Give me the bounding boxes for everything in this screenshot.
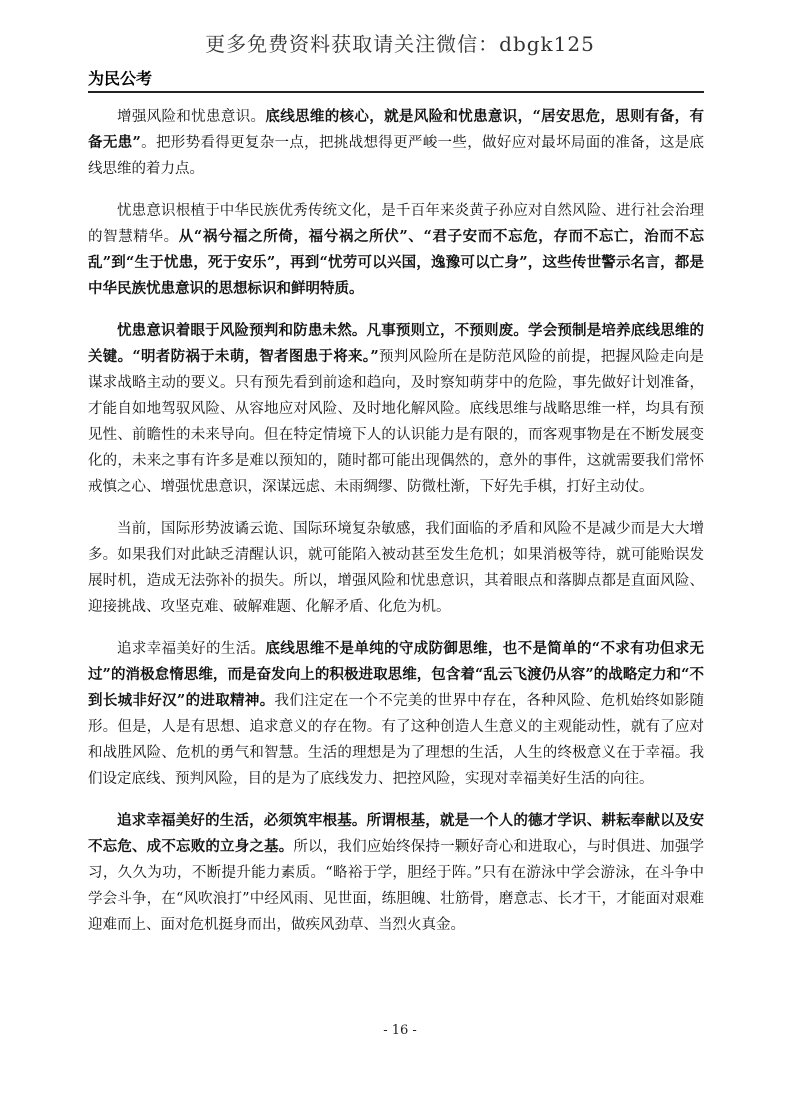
- paragraph-bold-text: 底线思维的核心，就是风险和忧患意识，“居安思危，思则有备，有备无患”: [88, 108, 704, 151]
- paragraph-text: 追求幸福美好的生活。: [117, 641, 266, 657]
- article-body: [88, 104, 704, 954]
- paragraph: [88, 516, 704, 620]
- paragraph-bold-text: 从“祸兮福之所倚，福兮祸之所伏”、“君子安而不忘危，存而不忘亡，治而不忘乱”到“生于忧患，死于安乐”，再到“忧劳可以兴国，逸豫可以亡身”，这些传世警示名言，都是中华民族忧患意识的思想标识和鲜明特质。: [88, 228, 704, 297]
- paragraph-bold-text: 忧患意识着眼于风险预判和防患未然。凡事预则立，不预则废。学会预制是培养底线思维的关键。“明者防祸于未萌，智者图患于将来。”: [88, 322, 704, 365]
- paragraph: [88, 198, 704, 302]
- page-number: - 16 -: [383, 1023, 417, 1038]
- paragraph-bold-text: 底线思维不是单纯的守成防御思维，也不是简单的“不求有功但求无过”的消极怠惰思维，而是奋发向上的积极进取思维，包含着“乱云飞渡仍从容”的战略定力和“不到长城非好汉”的进取精神。: [88, 640, 704, 709]
- paragraph-bold-text: 追求幸福美好的生活，必须筑牢根基。所谓根基，就是一个人的德才学识、耕耘奉献以及安不忘危、成不忘败的立身之基。: [88, 812, 704, 855]
- paragraph-text: 所以，我们应始终保持一颗好奇心和进取心，与时俱进、加强学习，久久为功，不断提升能力素质。“略裕于学，胆经于阵。”只有在游泳中学会游泳，在斗争中学会斗争，在“风吹浪打”中经风雨、见世面，练胆魄、壮筋骨，磨意志、长才干，才能面对艰难迎难而上、面对危机挺身而出，做疾风劲草、当烈火真金。: [88, 839, 704, 933]
- paragraph-text: 当前，国际形势波谲云诡、国际环境复杂敏感，我们面临的矛盾和风险不是减少而是大大增多。如果我们对此缺乏清醒认识，就可能陷入被动甚至发生危机；如果消极等待，就可能贻误发展时机，造成无法弥补的损失。所以，增强风险和忧患意识，其着眼点和落脚点都是直面风险、迎接挑战、攻坚克难、破解难题、化解矛盾、化危为机。: [88, 521, 704, 615]
- paragraph-text: 忧患意识根植于中华民族优秀传统文化，是千百年来炎黄子孙应对自然风险、进行社会治理的智慧精华。: [88, 203, 704, 245]
- paragraph-text: 我们注定在一个不完美的世界中存在，各种风险、危机始终如影随形。但是，人是有思想、追求意义的存在物。有了这种创造人生意义的主观能动性，就有了应对和战胜风险、危机的勇气和智慧。生活的理想是为了理想的生活，人生的终极意义在于幸福。我们设定底线、预判风险，目的是为了底线发力、把控风险，实现对幸福美好生活的向往。: [88, 693, 704, 787]
- watermark-text: 更多免费资料获取请关注微信：dbgk125: [205, 32, 595, 56]
- paragraph: [88, 808, 704, 938]
- paragraph-text: 。把形势看得更复杂一点，把挑战想得更严峻一些，做好应对最坏局面的准备，这是底线思维的着力点。: [88, 135, 705, 177]
- brand-title: 为民公考: [88, 69, 153, 88]
- paragraph-text: 预判风险所在是防范风险的前提，把握风险走向是谋求战略主动的要义。只有预先看到前途和趋向，及时察知萌芽中的危险，事先做好计划准备，才能自如地驾驭风险、从容地应对风险、及时地化解风险。底线思维与战略思维一样，均具有预见性、前瞻性的未来导向。但在特定情境下人的认识能力是有限的，而客观事物是在不断发展变化的，未来之事有许多是难以预知的，随时都可能出现偶然的，意外的事件，这就需要我们常怀戒慎之心、增强忧患意识，深谋远虑、未雨绸缪、防微杜渐，下好先手棋，打好主动仗。: [88, 349, 705, 495]
- paragraph: [88, 636, 704, 792]
- paragraph: [88, 104, 704, 182]
- paragraph: [88, 318, 704, 500]
- header-divider: [88, 91, 704, 93]
- paragraph-text: 增强风险和忧患意识。: [117, 109, 266, 125]
